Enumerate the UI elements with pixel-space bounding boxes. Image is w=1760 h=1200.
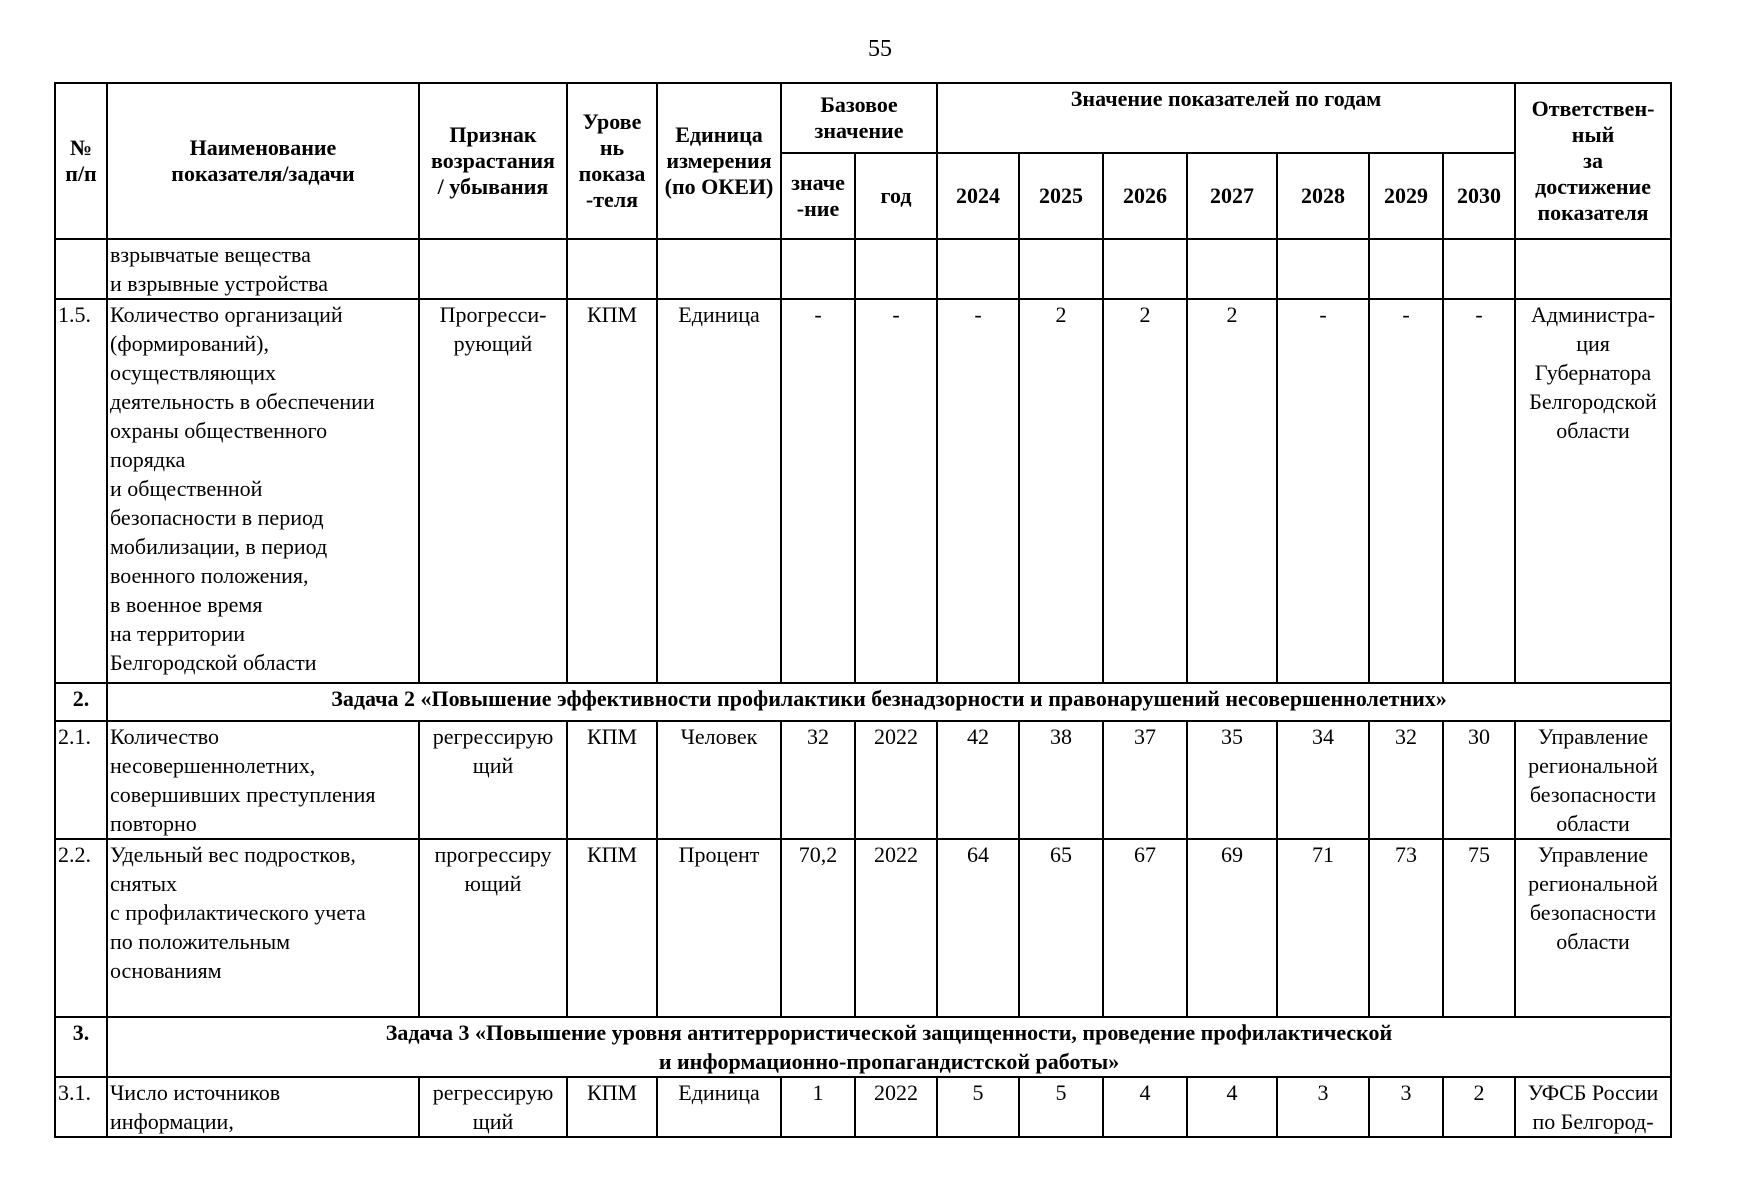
cell-unit: Единица [657, 1077, 781, 1137]
cell-name: Число источников информации, [107, 1077, 419, 1137]
cell-value-2028: 34 [1277, 721, 1369, 839]
cell-value-2030: 75 [1443, 839, 1515, 1017]
cell-value-2030: - [1443, 299, 1515, 683]
cell-value-2024: - [937, 299, 1019, 683]
cell-base-value: - [781, 299, 855, 683]
cell-responsible: Управление региональной безопасности области [1515, 839, 1671, 1017]
cell-trend: регрессирую щий [419, 721, 567, 839]
header-year: 2025 [1019, 153, 1103, 239]
cell-value-2026: 37 [1103, 721, 1187, 839]
header-level: Урове нь показа -теля [567, 83, 657, 239]
cell-level: КПМ [567, 839, 657, 1017]
cell-value-2027: 4 [1187, 1077, 1277, 1137]
cell-base-year: 2022 [855, 1077, 937, 1137]
cell-value-2030: 30 [1443, 721, 1515, 839]
header-row-1 [55, 83, 1671, 153]
cell-name: Количество несовершеннолетних, совершивших преступления повторно [107, 721, 419, 839]
cell-responsible: УФСБ России по Белгород- [1515, 1077, 1671, 1137]
cell-level: КПМ [567, 299, 657, 683]
task-num: 3. [55, 1017, 107, 1077]
header-year: 2030 [1443, 153, 1515, 239]
cell-trend: регрессирую щий [419, 1077, 567, 1137]
cell-value-2028: - [1277, 299, 1369, 683]
cell-num [55, 239, 107, 299]
header-responsible: Ответствен- ный за достижение показателя [1515, 83, 1671, 239]
cell-value-2027: 69 [1187, 839, 1277, 1017]
cell-value [1369, 239, 1443, 299]
header-base-year: год [855, 153, 937, 239]
cell-value-2028: 3 [1277, 1077, 1369, 1137]
cell-base-year: 2022 [855, 721, 937, 839]
cell-name: Удельный вес подростков, снятых с профилактического учета по положительным основаниям [107, 839, 419, 1017]
cell-unit [657, 239, 781, 299]
cell-base-value: 1 [781, 1077, 855, 1137]
cell-level: КПМ [567, 721, 657, 839]
cell-value-2027: 35 [1187, 721, 1277, 839]
cell-num: 1.5. [55, 299, 107, 683]
task-row [55, 1017, 1671, 1077]
cell-trend: Прогресси- рующий [419, 299, 567, 683]
cell-value-2028: 71 [1277, 839, 1369, 1017]
cell-num: 2.1. [55, 721, 107, 839]
task-title: Задача 2 «Повышение эффективности профилактики безнадзорности и правонарушений несовершеннолетних» [107, 683, 1671, 721]
cell-value [937, 239, 1019, 299]
cell-base-value [781, 239, 855, 299]
task-row [55, 683, 1671, 721]
cell-value [1019, 239, 1103, 299]
cell-level: КПМ [567, 1077, 657, 1137]
table-row [55, 839, 1671, 1017]
header-year: 2028 [1277, 153, 1369, 239]
cell-value-2027: 2 [1187, 299, 1277, 683]
cell-value-2026: 4 [1103, 1077, 1187, 1137]
indicators-table [54, 82, 1672, 1138]
cell-value-2025: 2 [1019, 299, 1103, 683]
cell-value-2024: 42 [937, 721, 1019, 839]
cell-value-2025: 65 [1019, 839, 1103, 1017]
cell-value-2024: 64 [937, 839, 1019, 1017]
cell-trend: прогрессиру ющий [419, 839, 567, 1017]
cell-name: Количество организаций (формирований), осуществляющих деятельность в обеспечении охраны общественного порядка и общественной безопасности в период мобилизации, в период военного положения, в военное время на территории Белгородской области [107, 299, 419, 683]
header-base: Базовое значение [781, 83, 937, 153]
header-name: Наименование показателя/задачи [107, 83, 419, 239]
table-row [55, 239, 1671, 299]
page-number: 55 [868, 36, 892, 62]
cell-value [1103, 239, 1187, 299]
cell-base-year: - [855, 299, 937, 683]
cell-base-year [855, 239, 937, 299]
cell-responsible [1515, 239, 1671, 299]
cell-base-value: 70,2 [781, 839, 855, 1017]
task-num: 2. [55, 683, 107, 721]
task-title: Задача 3 «Повышение уровня антитеррористической защищенности, проведение профилактической и информационно-пропагандистской работы» [107, 1017, 1671, 1077]
table-row [55, 721, 1671, 839]
cell-value-2025: 38 [1019, 721, 1103, 839]
cell-value-2029: 73 [1369, 839, 1443, 1017]
cell-unit: Процент [657, 839, 781, 1017]
cell-value-2026: 2 [1103, 299, 1187, 683]
cell-value-2030: 2 [1443, 1077, 1515, 1137]
cell-value-2029: - [1369, 299, 1443, 683]
cell-name: взрывчатые вещества и взрывные устройства [107, 239, 419, 299]
header-base-value: значе -ние [781, 153, 855, 239]
cell-value [1443, 239, 1515, 299]
cell-level [567, 239, 657, 299]
header-num: № п/п [55, 83, 107, 239]
table-row [55, 1077, 1671, 1137]
cell-base-year: 2022 [855, 839, 937, 1017]
cell-num: 3.1. [55, 1077, 107, 1137]
header-years-group: Значение показателей по годам [937, 83, 1515, 153]
header-year: 2024 [937, 153, 1019, 239]
cell-value [1187, 239, 1277, 299]
cell-value-2029: 32 [1369, 721, 1443, 839]
header-year: 2027 [1187, 153, 1277, 239]
cell-unit: Единица [657, 299, 781, 683]
cell-num: 2.2. [55, 839, 107, 1017]
cell-responsible: Администра- ция Губернатора Белгородской области [1515, 299, 1671, 683]
cell-value-2025: 5 [1019, 1077, 1103, 1137]
header-trend: Признак возрастания / убывания [419, 83, 567, 239]
cell-responsible: Управление региональной безопасности области [1515, 721, 1671, 839]
header-year: 2029 [1369, 153, 1443, 239]
cell-unit: Человек [657, 721, 781, 839]
cell-trend [419, 239, 567, 299]
table-row [55, 299, 1671, 683]
header-unit: Единица измерения (по ОКЕИ) [657, 83, 781, 239]
cell-value-2024: 5 [937, 1077, 1019, 1137]
header-year: 2026 [1103, 153, 1187, 239]
cell-value [1277, 239, 1369, 299]
cell-value-2029: 3 [1369, 1077, 1443, 1137]
cell-base-value: 32 [781, 721, 855, 839]
cell-value-2026: 67 [1103, 839, 1187, 1017]
